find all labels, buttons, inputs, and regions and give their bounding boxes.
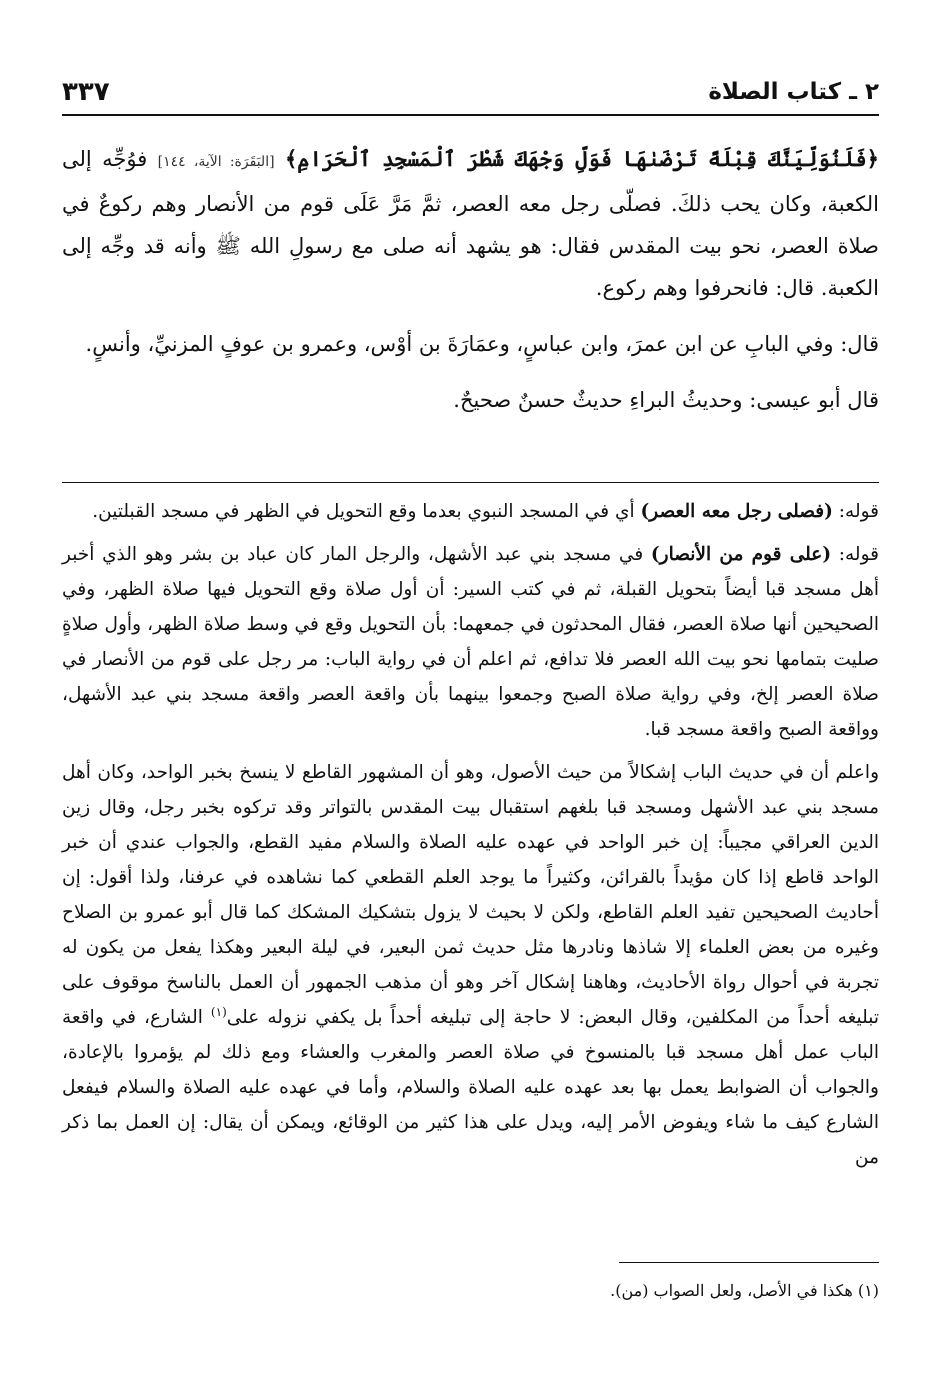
hadith-paragraph-1-text: فوُجِّه إلى الكعبة، وكان يحب ذلكَ. فصلّى رجل معه العصر، ثمَّ مَرَّ عَلَى قوم من الأنصار وهم ركوعٌ في صلاة العصر، نحو بيت المقدس فقال: هو يشهد أنه صلى مع رسولِ الله ﷺ وأنه قد وجِّه إلى الكعبة. قال: فانحرفوا وهم ركوع. bbox=[62, 147, 879, 300]
chapter-title: ٢ ـ كتاب الصلاة bbox=[708, 79, 879, 105]
page-header bbox=[62, 70, 879, 116]
commentary-label: قوله: bbox=[838, 501, 879, 522]
commentary-paragraph-2 bbox=[62, 537, 879, 747]
commentary-quote: (فصلى رجل معه العصر) bbox=[640, 501, 833, 522]
commentary-body: واعلم أن في حديث الباب إشكالاً من حيث الأصول، وهو أن المشهور القاطع لا ينسخ بخبر الواحد، وكان أهل مسجد بني عبد الأشهل ومسجد قبا بلغهم استقبال بيت المقدس بالتواتر وقد تركوه بخبر رجل، وقال زين الدين العراقي مجيباً: إن خبر الواحد في عهده عليه الصلاة والسلام مفيد القطع، والجواب عندي أن خبر الواحد قاطع إذا كان مؤيداً بالقرائن، وكثيراً ما يوجد العلم القطعي كما نشاهده في عرفنا، ولذا أقول: إن أحاديث الصحيحين تفيد العلم القاطع، ولكن لا بحيث لا يزول بتشكيك المشكك كما قال أبو عمرو بن الصلاح وغيره من بعض العلماء إلا شاذها ونادرها مثل حديث ثمن البعير، في ليلة البعير وهكذا يفعل من يكون له تجربة في أحوال رواة الأحاديث، وهاهنا إشكال آخر وهو أن مذهب الجمهور أن العمل بالناسخ موقوف على تبليغه أحداً من المكلفين، وقال البعض: لا حاجة إلى تبليغه أحداً بل يكفي نزوله على bbox=[62, 762, 879, 1028]
commentary-body: أي في المسجد النبوي بعدما وقع التحويل في الظهر في مسجد القبلتين. bbox=[92, 501, 635, 522]
hadith-paragraph-3: قال أبو عيسى: وحديثُ البراءِ حديثٌ حسنٌ صحيحٌ. bbox=[453, 388, 879, 412]
section-divider bbox=[62, 482, 879, 483]
quran-verse: ﴿فَلَنُوَلِّيَنَّكَ قِبْلَةً تَرْضَىٰهَا فَوَلِّ وَجْهَكَ شَطْرَ ٱلْمَسْجِدِ ٱلْحَرَامِ﴾ bbox=[284, 146, 879, 171]
footnote-marker: (١) bbox=[210, 1004, 227, 1019]
hadith-paragraph-1 bbox=[62, 138, 879, 309]
commentary-quote: (على قوم من الأنصار) bbox=[650, 544, 832, 565]
hadith-paragraph-2: قال: وفي البابِ عن ابن عمرَ، وابن عباسٍ، وعمَارَةَ بن أوْس، وعمرو بن عوفٍ المزنيِّ، وأنسٍ. bbox=[85, 332, 879, 356]
page-number: ٣٣٧ bbox=[62, 77, 110, 107]
footnote: (١) هكذا في الأصل، ولعل الصواب (من). bbox=[610, 1281, 879, 1300]
commentary-body: الشارع، في واقعة الباب عمل أهل مسجد قبا بالمنسوخ في صلاة العصر والمغرب والعشاء ومع ذلك لم يؤمروا بالإعادة، والجواب أن الضوابط يعمل بها بعد عهده عليه الصلاة والسلام، وأما في عهده عليه الصلاة والسلام فيفعل الشارع كيف ما شاء ويفوض الأمر إليه، ويدل على هذا كثير من الوقائع، ويمكن أن يقال: إن العمل بما ذكر من bbox=[62, 1007, 879, 1168]
commentary-paragraph-1 bbox=[62, 494, 879, 529]
verse-citation: [البَقَرَة: الآية، ١٤٤] bbox=[157, 154, 275, 170]
commentary-body: في مسجد بني عبد الأشهل، والرجل المار كان عباد بن بشر وهو الذي أخبر أهل مسجد قبا أيضاً بتحويل القبلة، ثم في كتب السير: أن أول صلاة وقع التحويل فيها صلاة الظهر، وفي الصحيحين أنها صلاة العصر، فقال المحدثون في جمعهما: بأن التحويل وقع في وسط صلاة الظهر، وأول صلاةٍ صليت بتمامها نحو بيت الله العصر فلا تدافع، ثم اعلم أن في رواية الباب: مر رجل على قوم من الأنصار في صلاة العصر إلخ، وفي رواية صلاة الصبح وجمعوا بينهما بأن واقعة العصر واقعة مسجد بني عبد الأشهل، وواقعة الصبح واقعة مسجد قبا. bbox=[62, 544, 879, 740]
commentary-text bbox=[62, 494, 879, 1183]
footnote-divider bbox=[619, 1262, 879, 1263]
commentary-paragraph-3 bbox=[62, 755, 879, 1175]
hadith-text bbox=[62, 138, 879, 435]
commentary-label: قوله: bbox=[838, 544, 879, 565]
